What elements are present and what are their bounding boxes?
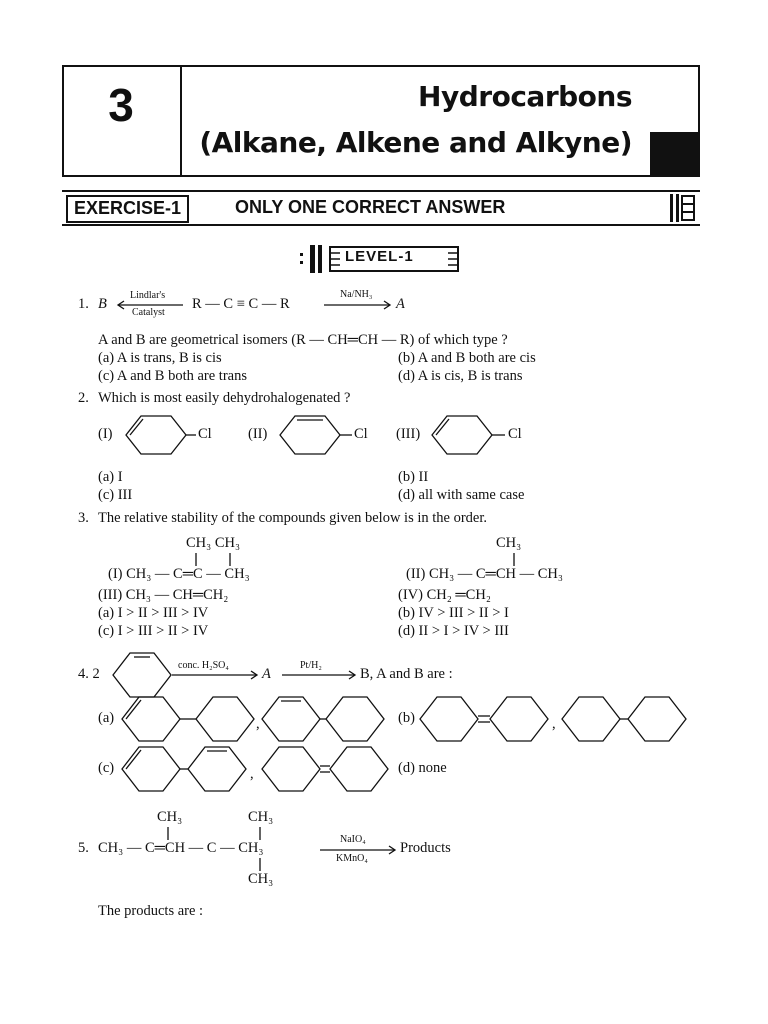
q4-c-ring-4 [330,747,388,791]
q4-a-ring-3 [262,697,320,741]
q1-number: 1. [78,296,89,312]
q3-option-a[interactable]: (a) I > II > III > IV [98,605,209,621]
q4-product-a: A [262,666,271,682]
q5-number: 5. [78,840,89,856]
chapter-title-line2: (Alkane, Alkene and Alkyne) [199,126,632,159]
q3-compound-3: (III) CH₃ — CH═CH₂ [98,587,229,603]
q4-option-b[interactable]: (b) [398,710,415,726]
q3-compound-1: (I) CH₃ — C═C — CH₃ [108,566,250,582]
q1-reagent-lindlar: Lindlar's [130,290,166,301]
q4-c-ring-1 [122,747,180,791]
q4-reagent-1: conc. H₂SO₄ [178,660,229,671]
q1-product-a: A [396,296,405,312]
q2-cl-2: Cl [354,426,368,442]
q2-label-3: (III) [396,426,421,442]
q4-tail: B, A and B are : [360,666,453,682]
q4-b-ring-4 [628,697,686,741]
q4-b-ring-3 [562,697,620,741]
q4-option-c[interactable]: (c) [98,760,115,776]
q1-alkyne: R — C ≡ C — R [192,296,290,312]
q4-a-ring-4 [326,697,384,741]
q4-c-ring-2 [188,747,246,791]
chapter-title-line1: Hydrocarbons [418,80,632,113]
q4-b-ring-2 [490,697,548,741]
q4-a-ring-1 [122,697,180,741]
q1-option-b[interactable]: (b) A and B both are cis [398,350,536,366]
q4-b-ring-1 [420,697,478,741]
q1-product-b: B [98,296,107,312]
q1-reagent-na-nh3: Na/NH₃ [340,289,373,300]
q3-c1-top: CH₃ CH₃ [186,535,241,551]
q3-option-b[interactable]: (b) IV > III > II > I [398,605,509,621]
q1-option-a[interactable]: (a) A is trans, B is cis [98,350,222,366]
q2-cl-1: Cl [198,426,212,442]
q5-main-chain: CH₃ — C═CH — C — CH₃ [98,840,264,856]
q5-tail: The products are : [98,903,204,919]
q3-option-c[interactable]: (c) I > III > II > IV [98,623,209,639]
q4-a-ring-1-double [126,700,141,719]
q4-reagent-2: Pt/H₂ [300,660,322,671]
q2-ring-1 [126,416,186,454]
q5-reagent-bottom: KMnO₄ [336,853,368,864]
q5-reagent-top: NaIO₄ [340,834,366,845]
q2-option-a[interactable]: (a) I [98,469,123,485]
q5-ch3-bottom: CH₃ [248,871,274,887]
q5-ch3-top-2: CH₃ [248,809,274,825]
q2-ring-3 [432,416,492,454]
q4-c-ring-1-double [126,750,141,769]
q2-label-2: (II) [248,426,268,442]
q4-option-a[interactable]: (a) [98,710,115,726]
q5-ch3-top-1: CH₃ [157,809,183,825]
q2-option-c[interactable]: (c) III [98,487,133,503]
q2-option-d[interactable]: (d) all with same case [398,487,525,503]
q1-question: A and B are geometrical isomers (R — CH═CH — R) of which type ? [98,332,508,348]
q3-compound-2: (II) CH₃ — C═CH — CH₃ [406,566,563,582]
q3-number: 3. [78,510,89,526]
q3-compound-4: (IV) CH₂ ═CH₂ [398,587,491,603]
q4-c-ring-3 [262,747,320,791]
q5-products: Products [400,840,451,856]
q2-option-b[interactable]: (b) II [398,469,429,485]
q3-question: The relative stability of the compounds given below is in the order. [98,510,487,526]
level-label: LEVEL-1 [345,248,414,265]
q4-reactant-ring [113,653,171,697]
exercise-badge: EXERCISE-1 [66,195,189,223]
q2-cl-3: Cl [508,426,522,442]
q1-option-c[interactable]: (c) A and B both are trans [98,368,247,384]
q3-option-d[interactable]: (d) II > I > IV > III [398,623,509,639]
chapter-number: 3 [108,79,134,131]
q1-option-d[interactable]: (d) A is cis, B is trans [398,368,523,384]
q4-option-d[interactable]: (d) none [398,760,447,776]
q4-a-ring-2 [196,697,254,741]
q2-ring-2 [280,416,340,454]
exercise-title: ONLY ONE CORRECT ANSWER [235,197,506,217]
q3-c2-top: CH₃ [496,535,522,551]
q2-number: 2. [78,390,89,406]
q1-reagent-catalyst: Catalyst [132,307,165,318]
q4-b-comma: , [552,716,556,732]
q4-number: 4. 2 [78,666,100,682]
q4-a-comma: , [256,716,260,732]
q2-question: Which is most easily dehydrohalogenated ? [98,390,351,406]
q4-c-comma: , [250,766,254,782]
q2-label-1: (I) [98,426,113,442]
